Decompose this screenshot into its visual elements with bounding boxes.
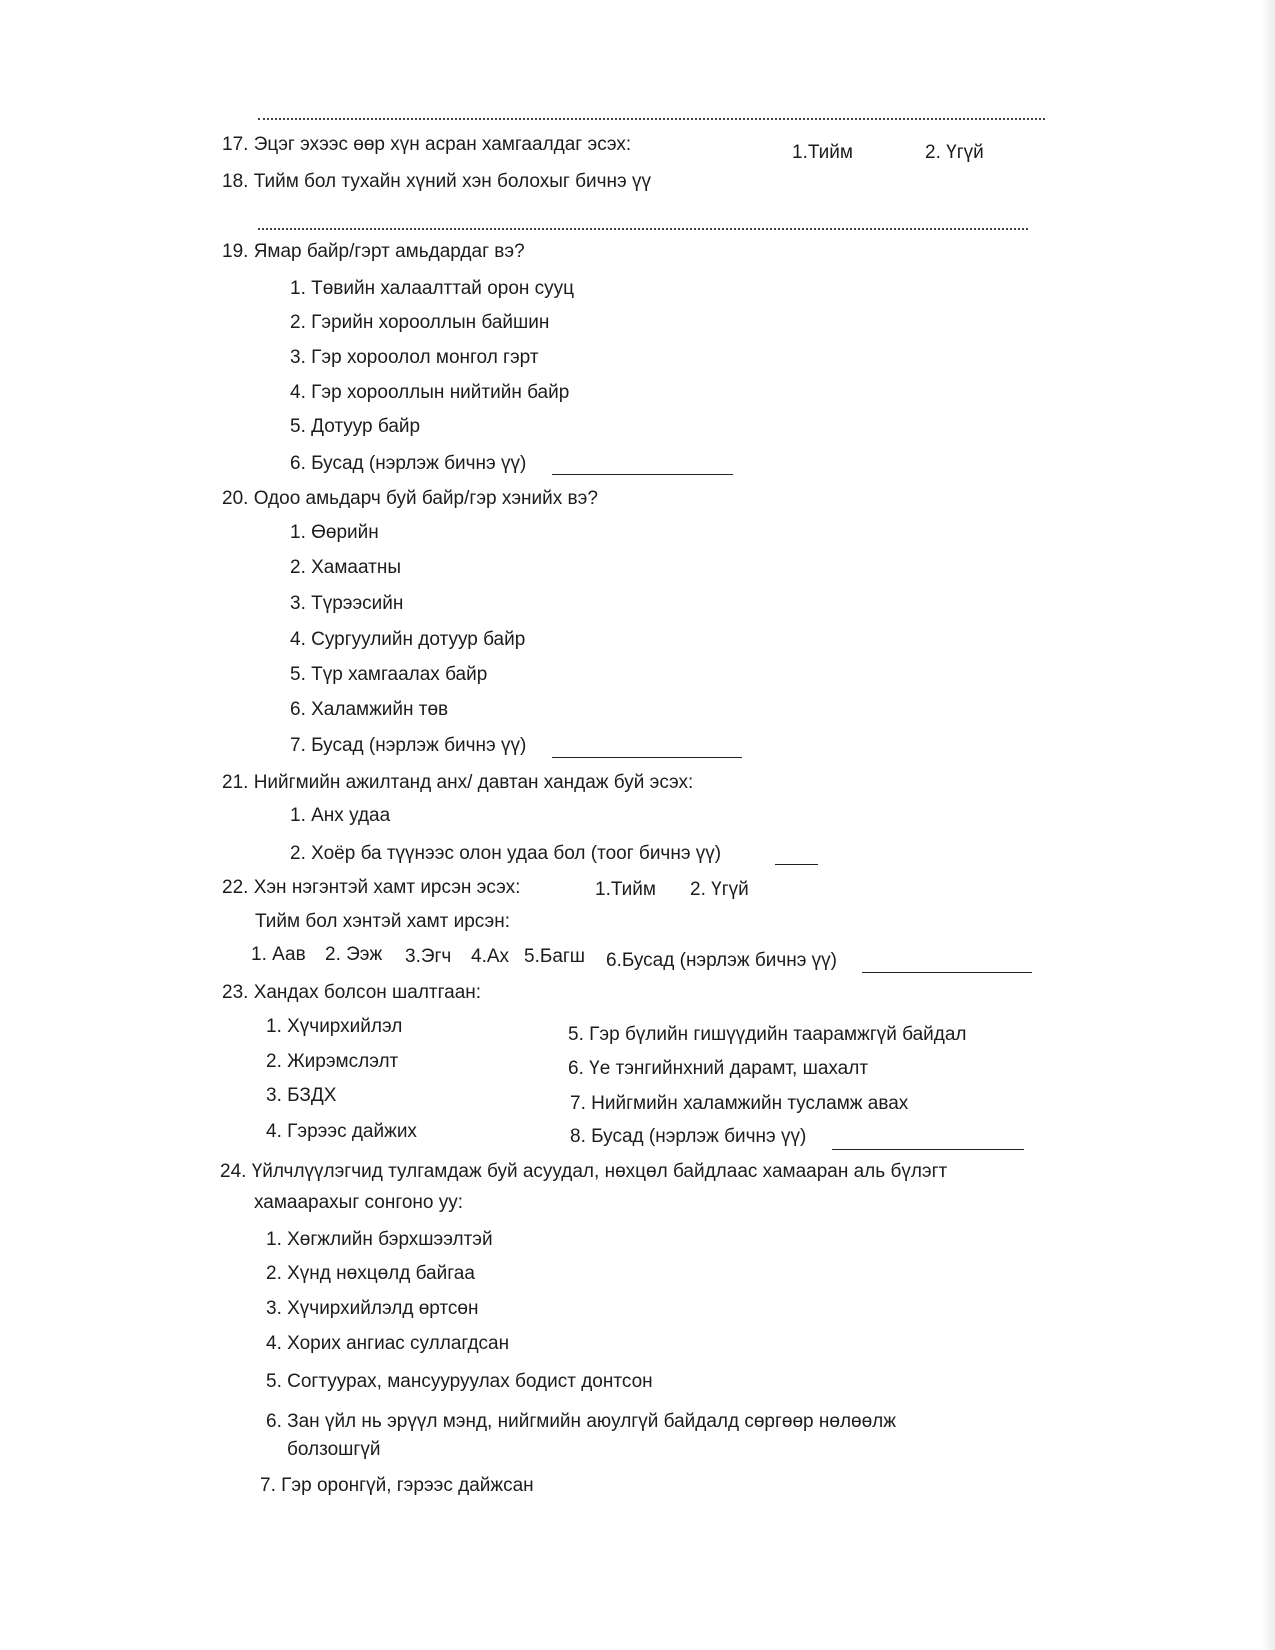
answer-line-q16[interactable] (258, 118, 1045, 120)
q20-option-1[interactable]: 1. Өөрийн (290, 522, 379, 543)
q24-option-4[interactable]: 4. Хорих ангиас суллагдсан (266, 1333, 510, 1354)
q24-option-6-continued: болзошгүй (287, 1439, 381, 1460)
answer-line-q18[interactable] (258, 228, 1028, 230)
question-20: 20. Одоо амьдарч буй байр/гэр хэнийх вэ? (222, 488, 598, 509)
question-24-continued: хамаарахыг сонгоно уу: (254, 1192, 464, 1213)
q23-option-3[interactable]: 3. БЗДХ (266, 1085, 337, 1106)
q19-option-5[interactable]: 5. Дотуур байр (290, 416, 421, 437)
q24-option-1[interactable]: 1. Хөгжлийн бэрхшээлтэй (266, 1229, 493, 1250)
q24-option-7[interactable]: 7. Гэр оронгүй, гэрээс дайжсан (260, 1475, 534, 1496)
q20-option-5[interactable]: 5. Түр хамгаалах байр (290, 664, 488, 685)
q22-subquestion: Тийм бол хэнтэй хамт ирсэн: (255, 911, 510, 932)
q20-option-2[interactable]: 2. Хамаатны (290, 557, 401, 578)
question-17: 17. Эцэг эхээс өөр хүн асран хамгаалдаг эсэх: (222, 134, 632, 155)
q20-option-4[interactable]: 4. Сургуулийн дотуур байр (290, 629, 526, 650)
q22-option-teacher[interactable]: 5.Багш (524, 946, 586, 967)
question-18: 18. Тийм бол тухайн хүний хэн болохыг бичнэ үү (222, 171, 651, 192)
q19-option-3[interactable]: 3. Гэр хороолол монгол гэрт (290, 347, 539, 368)
q19-option-6[interactable]: 6. Бусад (нэрлэж бичнэ үү) (290, 453, 527, 474)
q19-other-blank[interactable] (552, 474, 733, 475)
q22-option-brother[interactable]: 4.Ах (471, 946, 510, 967)
q22-option-no[interactable]: 2. Үгүй (690, 879, 749, 900)
q22-option-father[interactable]: 1. Аав (251, 944, 306, 965)
q23-option-2[interactable]: 2. Жирэмслэлт (266, 1051, 399, 1072)
q22-option-yes[interactable]: 1.Тийм (595, 879, 656, 900)
q21-count-blank[interactable] (775, 864, 818, 865)
q19-option-4[interactable]: 4. Гэр хорооллын нийтийн байр (290, 382, 570, 403)
q24-option-2[interactable]: 2. Хүнд нөхцөлд байгаа (266, 1263, 475, 1284)
q17-option-yes[interactable]: 1.Тийм (792, 142, 853, 163)
q19-option-2[interactable]: 2. Гэрийн хорооллын байшин (290, 312, 550, 333)
q23-option-5[interactable]: 5. Гэр бүлийн гишүүдийн таарамжгүй байдал (568, 1024, 967, 1045)
q19-option-1[interactable]: 1. Төвийн халаалттай орон сууц (290, 278, 575, 299)
q23-option-1[interactable]: 1. Хүчирхийлэл (266, 1016, 403, 1037)
q20-option-3[interactable]: 3. Түрээсийн (290, 593, 404, 614)
q22-other-blank[interactable] (862, 972, 1032, 973)
q17-option-no[interactable]: 2. Үгүй (925, 142, 984, 163)
q24-option-3[interactable]: 3. Хүчирхийлэлд өртсөн (266, 1298, 479, 1319)
q20-other-blank[interactable] (552, 757, 742, 758)
q21-option-2[interactable]: 2. Хоёр ба түүнээс олон удаа бол (тоог бичнэ үү) (290, 843, 722, 864)
q23-option-4[interactable]: 4. Гэрээс дайжих (266, 1121, 417, 1142)
q20-option-6[interactable]: 6. Халамжийн төв (290, 699, 449, 720)
q22-option-mother[interactable]: 2. Ээж (325, 944, 383, 965)
question-22: 22. Хэн нэгэнтэй хамт ирсэн эсэх: (222, 877, 521, 898)
q23-option-7[interactable]: 7. Нийгмийн халамжийн тусламж авах (570, 1093, 909, 1114)
q21-option-1[interactable]: 1. Анх удаа (290, 805, 391, 826)
q24-option-6[interactable]: 6. Зан үйл нь эрүүл мэнд, нийгмийн аюулгүй байдалд сөргөөр нөлөөлж (266, 1411, 896, 1432)
question-21: 21. Нийгмийн ажилтанд анх/ давтан хандаж буй эсэх: (222, 772, 694, 793)
q22-option-other[interactable]: 6.Бусад (нэрлэж бичнэ үү) (606, 950, 838, 971)
q20-option-7[interactable]: 7. Бусад (нэрлэж бичнэ үү) (290, 735, 527, 756)
question-23: 23. Хандах болсон шалтгаан: (222, 982, 482, 1003)
q22-option-sister[interactable]: 3.Эгч (405, 946, 452, 967)
q24-option-5[interactable]: 5. Согтуурах, мансууруулах бодист донтсон (266, 1371, 653, 1392)
question-24: 24. Үйлчлүүлэгчид тулгамдаж буй асуудал, нөхцөл байдлаас хамааран аль бүлэгт (220, 1161, 948, 1182)
question-19: 19. Ямар байр/гэрт амьдардаг вэ? (222, 241, 525, 262)
q23-option-6[interactable]: 6. Үе тэнгийнхний дарамт, шахалт (568, 1058, 869, 1079)
q23-option-8[interactable]: 8. Бусад (нэрлэж бичнэ үү) (570, 1126, 807, 1147)
scan-edge-shadow (1261, 0, 1275, 1650)
q23-other-blank[interactable] (832, 1149, 1024, 1150)
